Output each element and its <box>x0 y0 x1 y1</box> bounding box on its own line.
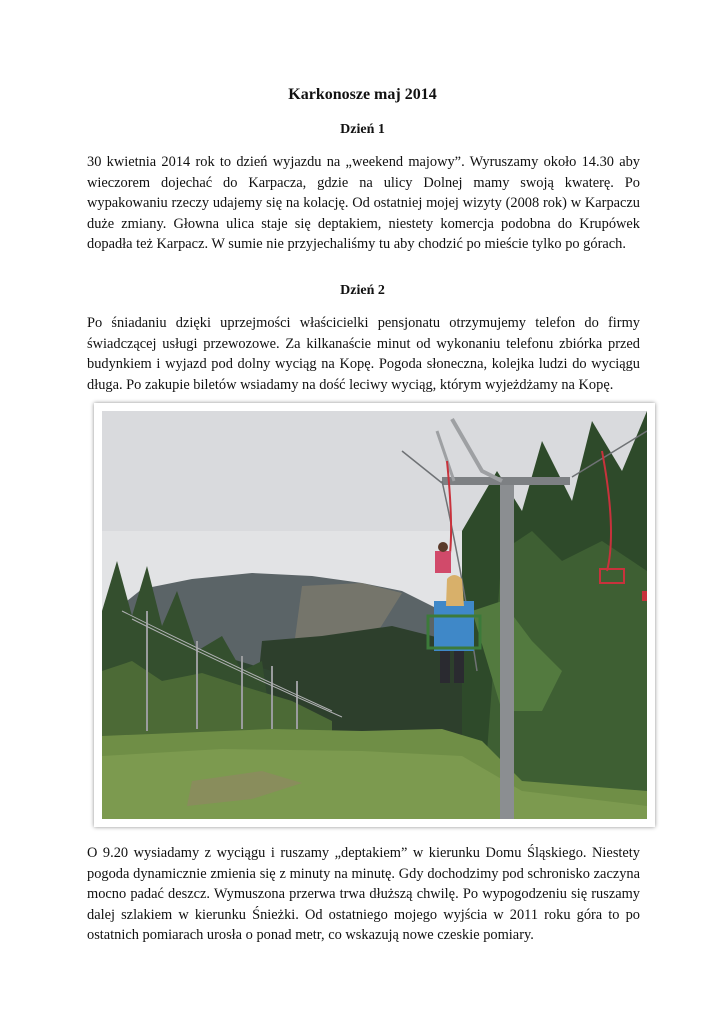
day-1-paragraph: 30 kwietnia 2014 rok to dzień wyjazdu na „weekend majowy”. Wyruszamy około 14.30 aby wieczorem dojechać do Karpacza, gdzie na ulicy Dolnej mamy swoją kwaterę. Po wypakowaniu rzeczy udajemy się na kolację. Od ostatniej mojej wizyty (2008 rok) w Karpaczu duże zmiany. Głowna ulica staje się deptakiem, niestety komercja podobna do Krupówek dopadła też Karpacz. W sumie nie przyjechaliśmy tu aby chodzić po mieście tylko po górach. <box>87 154 640 253</box>
day-1-heading: Dzień 1 <box>340 122 385 137</box>
day-2-heading: Dzień 2 <box>340 283 385 298</box>
day-2-paragraph: Po śniadaniu dzięki uprzejmości właścicielki pensjonatu otrzymujemy telefon do firmy świadczącej usługi przewozowe. Za kilkanaście minut od wykonaniu telefonu zbiórka przed budynkiem i wyjazd pod dolny wyciąg na Kopę. Pogoda słoneczna, kolejka ludzi do wyciągu długa. Po zakupie biletów wsiadamy na dość leciwy wyciąg, którym wyjeżdżamy na Kopę. <box>87 315 640 393</box>
chairlift-photo-frame <box>94 403 655 827</box>
closing-paragraph: O 9.20 wysiadamy z wyciągu i ruszamy „deptakiem” w kierunku Domu Śląskiego. Niestety pogoda dynamicznie zmienia się z minuty na minutę. Gdy dochodzimy pod schronisko zaczyna mocno padać deszcz. Wymuszona przerwa trwa dłuższą chwilę. Po wypogodzeniu się ruszamy dalej szlakiem w kierunku Śnieżki. Od ostatniego mojego wyjścia w 2011 roku góra to po ostatnich pomiarach urosła o ponad metr, co wskazują nowe czeskie pomiary. <box>87 845 640 944</box>
document-title: Karkonosze maj 2014 <box>288 86 437 103</box>
chairlift-photo <box>102 411 647 819</box>
